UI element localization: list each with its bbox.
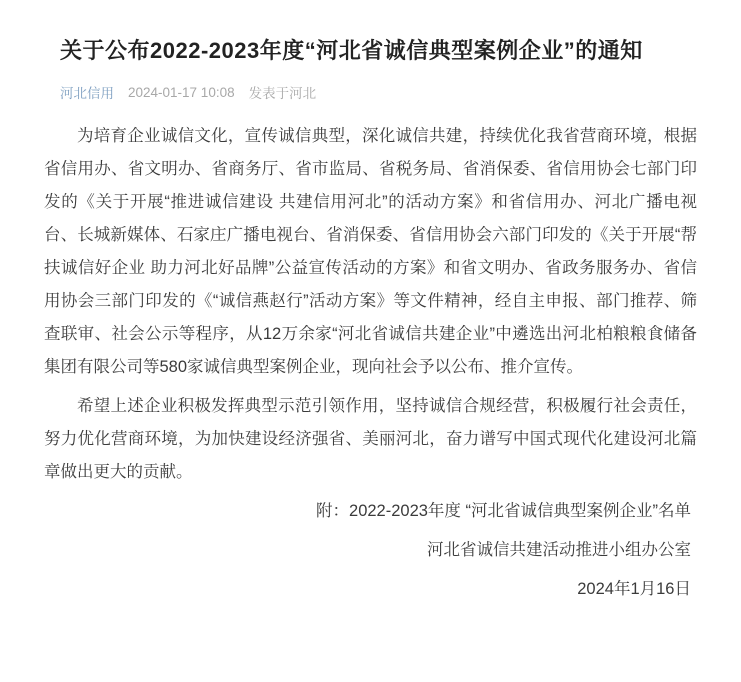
article-location: 发表于河北 [248, 86, 317, 101]
article-attachment: 附：2022-2023年度 “河北省诚信典型案例企业”名单 [316, 502, 691, 520]
article-paragraph: 希望上述企业积极发挥典型示范引领作用，坚持诚信合规经营，积极履行社会责任，努力优化营商环境，为加快建设经济强省、美丽河北，奋力谱写中国式现代化建设河北篇章做出更大的贡献。 [44, 397, 697, 481]
article-date: 2024年1月16日 [577, 580, 691, 598]
article-body [44, 120, 697, 606]
article-meta [60, 82, 697, 102]
article-source[interactable]: 河北信用 [60, 86, 114, 101]
article-signer: 河北省诚信共建活动推进小组办公室 [427, 541, 691, 559]
page-title: 关于公布2022-2023年度“河北省诚信典型案例企业”的通知 [60, 38, 643, 63]
scrollbar[interactable] [735, 0, 739, 682]
article-paragraph: 为培育企业诚信文化，宣传诚信典型，深化诚信共建，持续优化我省营商环境，根据省信用办、省文明办、省商务厅、省市监局、省税务局、省消保委、省信用协会七部门印发的《关于开展“推进诚信建设 共建信用河北”的活动方案》和省信用办、河北广播电视台、长城新媒体、石家庄广播电视台、省消保委、省信用协会六部门印发的《关于开展“帮扶诚信好企业 助力河北好品牌”公益宣传活动的方案》和省文明办、省政务服务办、省信用协会三部门印发的《“诚信燕赵行”活动方案》等文件精神，经自主申报、部门推荐、筛查联审、社会公示等程序，从12万余家“河北省诚信共建企业”中遴选出河北柏粮粮食储备集团有限公司等580家诚信典型案例企业，现向社会予以公布、推介宣传。 [44, 127, 697, 376]
article-timestamp: 2024-01-17 10:08 [128, 84, 235, 100]
